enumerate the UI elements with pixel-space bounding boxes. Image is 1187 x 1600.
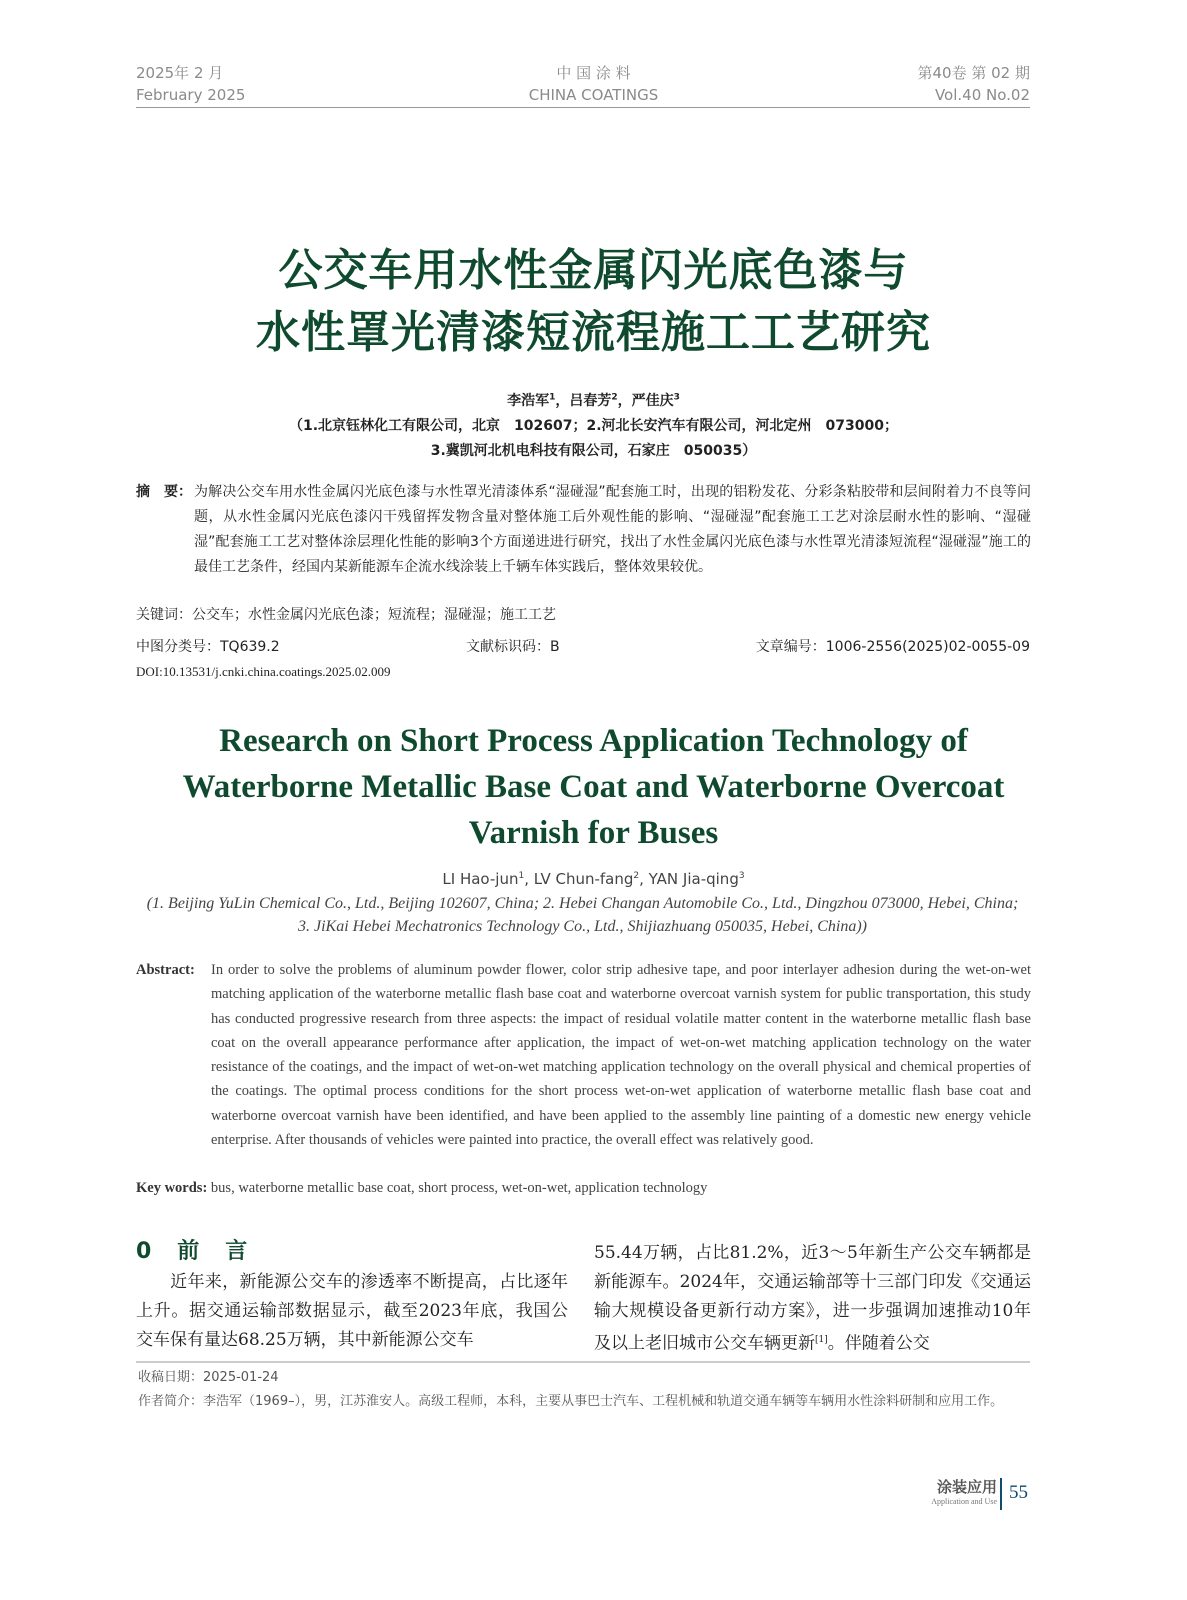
body-text: 55.44万辆，占比81.2%，近3～5年新生产公交车辆都是新能源车。2024年，交通运输部等十三部门印发《交通运输大规模设备更新行动方案》，进一步强调加速推动10年及以上老旧城市公交车辆更新 — [594, 1243, 1031, 1354]
title-cn-line: 公交车用水性金属闪光底色漆与 — [278, 245, 909, 296]
author-sup: 3 — [738, 871, 745, 881]
header-divider — [136, 107, 1030, 108]
title-en-line: Varnish for Buses — [468, 815, 719, 851]
footer-column-en: Application and Use — [931, 1497, 997, 1506]
abstract-cn-text: 为解决公交车用水性金属闪光底色漆与水性罩光清漆体系“湿碰湿”配套施工时，出现的铝粉发花、分彩条粘胶带和层间附着力不良等问题，从水性金属闪光底色漆闪干残留挥发物含量对整体施工后外观性能的影响、“湿碰湿”配套施工工艺对涂层耐水性的影响、“湿碰湿”配套施工工艺对整体涂层理化性能的影响3个方面递进进行研究，找出了水性金属闪光底色漆与水性罩光清漆短流程“湿碰湿”施工的最佳工艺条件，经国内某新能源车企流水线涂装上千辆车体实践后，整体效果较优。 — [194, 484, 1031, 575]
author-sup: 2 — [611, 392, 618, 403]
keywords-en — [136, 1180, 707, 1197]
article-number: 文章编号：1006-2556(2025)02-0055-09 — [755, 639, 1030, 655]
affiliation-line: 3.冀凯河北机电科技有限公司，石家庄 050035） — [430, 443, 757, 459]
author: ，严佳庆 — [617, 393, 674, 409]
doi: DOI:10.13531/j.cnki.china.coatings.2025.02.009 — [136, 664, 391, 679]
author: LI Hao-jun — [442, 870, 519, 888]
footnote-divider — [136, 1361, 1030, 1363]
citation-ref[interactable]: [1] — [815, 1335, 828, 1345]
body-text: 近年来，新能源公交车的渗透率不断提高，占比逐年上升。据交通运输部数据显示，截至2023年底，我国公交车保有量达68.25万辆，其中新能源公交车 — [136, 1272, 568, 1350]
abstract-en-text: In order to solve the problems of aluminum powder flower, color strip adhesive tape, and poor interlayer adhesion during the wet-on-wet matching application of the waterborne metallic flash base coat and waterborne overcoat varnish system for public transportation, this study has conducted progressive research from three aspects: the impact of residual volatile matter content in the waterborne metallic flash base coat on the overall appearance performance after application, the impact of wet-on-wet matching application technology on the water resistance of the coatings, and the impact of wet-on-wet matching application technology on the overall physical and chemical properties of the coatings. The optimal process conditions for the short process wet-on-wet application of waterborne metallic flash base coat and waterborne overcoat varnish have been identified, and have been applied to the assembly line painting of a domestic new energy vehicle enterprise. After thousands of vehicles were painted into practice, the overall effect was relatively good. — [211, 962, 1031, 1149]
keywords-cn: 关键词：公交车；水性金属闪光底色漆；短流程；湿碰湿；施工工艺 — [136, 607, 556, 623]
body-text: 。伴随着公交 — [827, 1333, 930, 1354]
author-sup: 2 — [633, 871, 640, 881]
title-cn — [0, 240, 1187, 364]
page-number: 55 — [1009, 1482, 1028, 1503]
title-en-line: Research on Short Process Application Technology of — [219, 723, 968, 759]
received-date: 收稿日期：2025-01-24 — [138, 1370, 279, 1385]
keywords-en-text: bus, waterborne metallic base coat, short process, wet-on-wet, application technology — [207, 1180, 708, 1196]
abstract-cn-label: 摘 要： — [136, 484, 192, 500]
authors-cn — [0, 390, 1187, 410]
title-cn-line: 水性罩光清漆短流程施工工艺研究 — [256, 307, 931, 358]
author: , YAN Jia-qing — [639, 870, 739, 888]
header-vol-en: Vol.40 No.02 — [934, 86, 1030, 104]
author-sup: 3 — [673, 392, 680, 403]
header-date-cn: 2025年 2 月 — [136, 64, 224, 82]
title-en — [0, 718, 1187, 856]
abstract-cn — [136, 480, 1031, 580]
header-journal-en: CHINA COATINGS — [528, 86, 659, 104]
affiliation-line: （1.北京钰林化工有限公司，北京 102607；2.河北长安汽车有限公司，河北定州 073000； — [288, 418, 898, 434]
author: , LV Chun-fang — [524, 870, 634, 888]
header-vol-cn: 第40卷 第 02 期 — [917, 64, 1030, 82]
title-en-line: Waterborne Metallic Base Coat and Waterborne Overcoat — [182, 769, 1005, 805]
header-volume — [918, 62, 1030, 106]
author: ，吕春芳 — [555, 393, 612, 409]
header-journal-cn: 中 国 涂 料 — [556, 64, 631, 82]
author: 李浩军 — [507, 393, 550, 409]
footer-column — [931, 1476, 997, 1506]
author-bio: 作者简介：李浩军（1969–），男，江苏淮安人。高级工程师，本科，主要从事巴士汽车、工程机械和轨道交通车辆等车辆用水性涂料研制和应用工作。 — [138, 1394, 1004, 1409]
abstract-en — [136, 958, 1031, 1152]
clc-number: 中图分类号：TQ639.2 — [136, 639, 280, 655]
document-code: 文献标识码：B — [466, 639, 560, 655]
footer-column-cn: 涂装应用 — [936, 1478, 997, 1496]
body-column-1 — [136, 1268, 568, 1355]
affiliations-en: (1. Beijing YuLin Chemical Co., Ltd., Beijing 102607, China; 2. Hebei Changan Automobile Co., Ltd., Dingzhou 073000, Hebei, China; 3. JiKai Hebei Mechatronics Technology Co., Ltd., Shijiazhuang 050035, Hebei, China)) — [146, 895, 1019, 935]
author-sup: 1 — [518, 871, 525, 881]
header-date-en: February 2025 — [136, 86, 246, 104]
footer-bar — [1000, 1478, 1002, 1510]
affiliations-cn — [0, 414, 1187, 464]
section-heading: 0 前 言 — [136, 1239, 250, 1264]
author-sup: 1 — [549, 392, 556, 403]
keywords-en-label: Key words: — [136, 1180, 208, 1196]
authors-en — [0, 870, 1187, 888]
abstract-en-label: Abstract: — [136, 962, 195, 978]
body-column-2 — [594, 1239, 1031, 1359]
